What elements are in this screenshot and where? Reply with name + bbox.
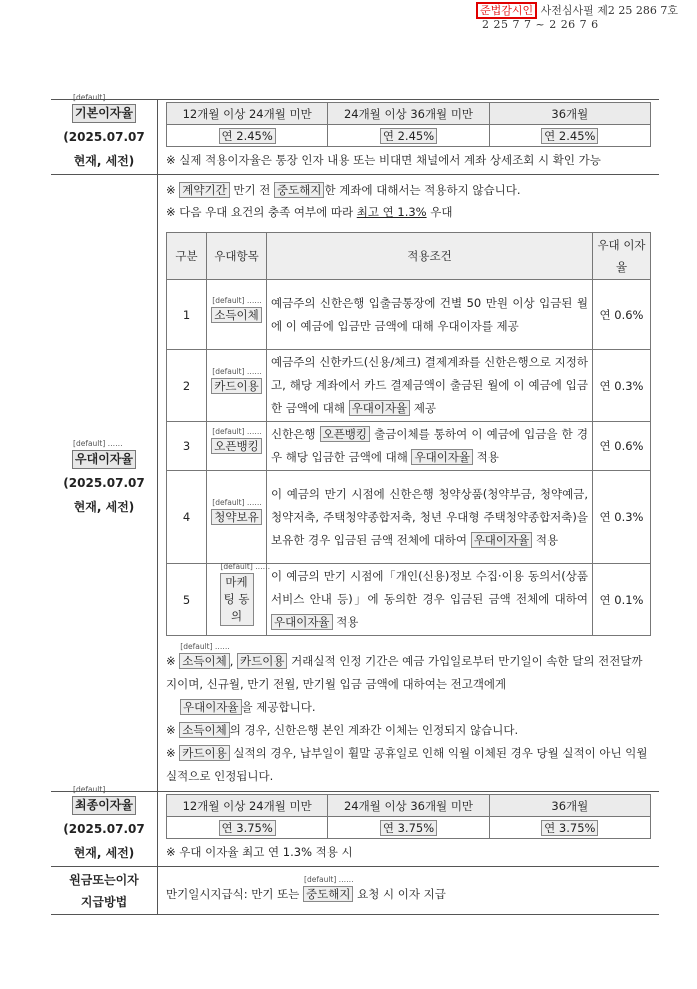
condition-text: 이 예금의 만기 시점에「개인(신용)정보 수집·이용 동의서(상품서비스 안내 등)」에 동의한 경우 입금된 금액 전체에 대하여 [271, 569, 588, 606]
pref-row-no: 3 [167, 422, 207, 471]
pref-row-item-cell [207, 422, 267, 471]
condition-text: 적용 [532, 532, 559, 547]
income-transfer-tag: 소득이체 [179, 722, 229, 738]
note-text: ※ 다음 우대 요건의 충족 여부에 따라 [166, 205, 357, 219]
pref-row-item-cell [207, 471, 267, 564]
final-rate-label-cell [51, 792, 158, 867]
condition-text: 예금주의 신한카드(신용/체크) 결제계좌를 신한은행으로 지정하고, 해당 계좌에서 카드 결제금액이 출금된 월에 이 예금에 입금한 금액에 대해 [271, 355, 588, 415]
approval-header [476, 4, 678, 32]
pref-note-2 [166, 202, 651, 222]
condition-text: 적용 [473, 450, 499, 464]
pref-row-no: 2 [167, 350, 207, 422]
payment-label-1: 원금또는이자 [69, 872, 139, 887]
pref-row-item-cell [207, 280, 267, 350]
pref-rate-date2: 현재, 세전) [73, 500, 135, 514]
approval-number: 사전심사필 제2 25 286 7호 [540, 4, 678, 17]
pref-row-item-cell [207, 350, 267, 422]
card-usage-tag: 카드이용 [179, 745, 229, 761]
basic-rate-note: ※ 실제 적용이자율은 통장 인자 내용 또는 비대면 채널에서 계좌 상세조회 시 확인 가능 [166, 153, 601, 167]
pref-row-item: [default] …… 오픈뱅킹 [211, 438, 261, 454]
condition-text: 제공 [410, 401, 437, 415]
pref-row-item: [default] …… 청약보유 [211, 509, 261, 525]
final-rate-note: ※ 우대 이자율 최고 연 1.3% 적용 시 [166, 845, 353, 859]
pref-rate-tag: 우대이자율 [471, 532, 533, 548]
basic-rate-label-cell [51, 100, 158, 175]
pref-row-condition [267, 422, 593, 471]
pref-row-condition [267, 350, 593, 422]
basic-rate-content [158, 100, 660, 175]
pref-rate-row [51, 175, 659, 792]
final-rate-date: (2025.07.07 [63, 822, 145, 836]
pref-row-item: [default] …… 마케팅 동의 [220, 573, 254, 626]
pref-row-condition [267, 471, 593, 564]
rate-value: 연 2.45% [219, 128, 276, 144]
pref-row [167, 280, 651, 350]
condition-text: 적용 [332, 615, 359, 629]
final-rate-date2: 현재, 세전) [73, 846, 135, 860]
pref-foot-3: ※ 카드이용 실적의 경우, 납부일이 휠말 공휴일로 인해 익월 이체된 경우 당월 실적이 아닌 익월 실적으로 인정됩니다. [166, 746, 648, 783]
col-header-rate: 우대 이자율 [593, 233, 651, 280]
pref-rate-label-cell [51, 175, 158, 792]
approval-period: 2 25 7 7 ~ 2 26 7 6 [482, 18, 599, 31]
pref-rate-tag: 우대이자율 [271, 614, 333, 630]
pref-row [167, 564, 651, 636]
foot-text: 실적의 경우, 납부일이 휠말 공휴일로 인해 익월 이체된 경우 당월 실적이 아닌 익월 실적으로 인정됩니다. [166, 746, 648, 783]
pref-row-item: [default] …… 카드이용 [211, 378, 261, 394]
foot-text: 거래실적 인정 기간은 예금 가입일로부터 만기일이 속한 달의 전전달까지이며, 신규월, 만기 전월, 만기월 입금 금액에 대하여는 전고객에게 [166, 654, 643, 691]
final-rate-grid [166, 794, 651, 839]
rate-cell [328, 125, 489, 147]
pref-row-rate: 연 0.3% [593, 471, 651, 564]
pref-row [167, 471, 651, 564]
payment-text: 요청 시 이자 지급 [353, 887, 446, 901]
payment-text: 만기일시지급식: 만기 또는 [166, 887, 304, 901]
rate-cell [167, 817, 328, 839]
note-mark: ※ [166, 183, 180, 197]
condition-text: 이 예금의 만기 시점에 신한은행 청약상품(청약부금, 청약예금, 청약저축, 주택청약종합저축, 청년 우대형 주택청약종합저축)을 보유한 경우 입금된 금액 전체에 대하여 [271, 486, 588, 547]
open-banking-tag: 오픈뱅킹 [320, 426, 370, 442]
pref-row [167, 350, 651, 422]
rate-cell [489, 125, 650, 147]
basic-rate-date: (2025.07.07 [63, 130, 145, 144]
condition-text: 출금이체를 통하여 이 예금에 입금을 한 경우 해당 입금한 금액에 대해 [271, 427, 588, 464]
col-header-cond: 적용조건 [267, 233, 593, 280]
rate-value: 연 2.45% [380, 128, 437, 144]
payment-label-2: 지급방법 [80, 894, 128, 909]
compliance-tag: 준법감시인 [476, 2, 537, 19]
rate-value: 연 3.75% [541, 820, 598, 836]
note-text: 우대 [426, 205, 453, 219]
pref-row-rate: 연 0.3% [593, 350, 651, 422]
pref-foot-2: ※ 소득이체 의 경우, 신한은행 본인 계좌간 이체는 인정되지 않습니다. [166, 723, 519, 737]
pref-conditions-table [166, 232, 651, 636]
final-rate-row [51, 792, 659, 867]
term-header: 24개월 이상 36개월 미만 [328, 795, 489, 817]
col-header-no: 구분 [167, 233, 207, 280]
rate-cell [328, 817, 489, 839]
pref-row [167, 422, 651, 471]
pref-rate-tag: 우대이자율 [180, 699, 242, 715]
pref-row-no: 5 [167, 564, 207, 636]
pref-foot-1: ※ [default] …… 소득이체 , 카드이용 거래실적 인정 기간은 예금 가입일로부터 만기일이 속한 달의 전전달까지이며, 신규월, 만기 전월, 만기월 입금 금액에 대하여는 전고객에게 우대이자율 을 제공합니다. [166, 650, 651, 719]
payment-content [158, 867, 660, 915]
pref-note-1 [166, 180, 651, 200]
rate-value: 연 3.75% [219, 820, 276, 836]
max-pref-rate: 최고 연 1.3% [356, 205, 427, 219]
pref-rate-content [158, 175, 660, 792]
early-termination-tag: 중도해지 [274, 182, 324, 198]
term-header: 36개월 [489, 795, 650, 817]
basic-rate-date2: 현재, 세전) [73, 154, 135, 168]
pref-row-item: [default] …… 소득이체 [211, 307, 261, 323]
income-transfer-tag: [default] …… 소득이체 [179, 653, 229, 669]
pref-row-rate: 연 0.6% [593, 280, 651, 350]
payment-label-cell [51, 867, 158, 915]
contract-period-tag: 계약기간 [179, 182, 229, 198]
card-usage-tag: 카드이용 [237, 653, 287, 669]
pref-rate-label: [default] …… 우대이자율 [72, 450, 136, 469]
basic-rate-label: [default] …… 기본이자율 [72, 104, 136, 123]
foot-text: 의 경우, 신한은행 본인 계좌간 이체는 인정되지 않습니다. [229, 723, 519, 737]
condition-text: 신한은행 [271, 427, 320, 441]
pref-row-condition [267, 564, 593, 636]
rate-value: 연 2.45% [541, 128, 598, 144]
term-header: 12개월 이상 24개월 미만 [167, 103, 328, 125]
product-terms-table [51, 99, 659, 915]
early-termination-tag: [default] …… 중도해지 [303, 886, 353, 902]
term-header: 24개월 이상 36개월 미만 [328, 103, 489, 125]
basic-rate-grid [166, 102, 651, 147]
final-rate-content [158, 792, 660, 867]
final-rate-label: [default] …… 최종이자율 [72, 796, 136, 815]
pref-row-item-cell [207, 564, 267, 636]
rate-cell [489, 817, 650, 839]
note-text: 만기 전 [229, 183, 275, 197]
term-header: 36개월 [489, 103, 650, 125]
term-header: 12개월 이상 24개월 미만 [167, 795, 328, 817]
col-header-item: 우대항목 [207, 233, 267, 280]
payment-row [51, 867, 659, 915]
rate-cell [167, 125, 328, 147]
basic-rate-row [51, 100, 659, 175]
pref-rate-tag: 우대이자율 [411, 449, 473, 465]
foot-text: 을 제공합니다. [241, 700, 316, 714]
note-text: 한 계좌에 대해서는 적용하지 않습니다. [324, 183, 521, 197]
rate-value: 연 3.75% [380, 820, 437, 836]
pref-row-rate: 연 0.6% [593, 422, 651, 471]
pref-row-rate: 연 0.1% [593, 564, 651, 636]
pref-row-condition: 예금주의 신한은행 입출금통장에 건별 50 만원 이상 입금된 월에 이 예금에 입금만 금액에 대해 우대이자를 제공 [267, 280, 593, 350]
pref-row-no: 4 [167, 471, 207, 564]
pref-row-no: 1 [167, 280, 207, 350]
pref-rate-tag: 우대이자율 [349, 400, 411, 416]
pref-rate-date: (2025.07.07 [63, 476, 145, 490]
